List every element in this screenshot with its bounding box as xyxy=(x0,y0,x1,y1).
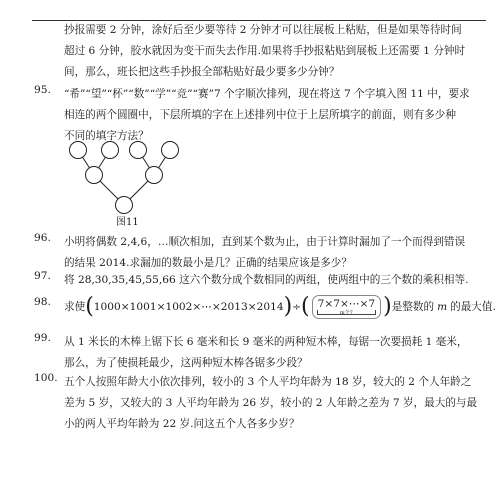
problem-94-continuation xyxy=(34,20,484,83)
circle-node xyxy=(146,167,163,184)
problem-number: 95. xyxy=(34,84,51,96)
brace-label: m个7 xyxy=(339,310,353,316)
text-line: 从 1 米长的木棒上锯下长 6 毫米和长 9 毫米的两种短木棒，每锯一次要损耗 1 毫米， xyxy=(64,336,468,348)
problem-100 xyxy=(34,372,484,435)
circle-node xyxy=(116,197,133,214)
problem-number: 97. xyxy=(34,270,51,282)
figure-caption: 图11 xyxy=(116,217,139,228)
text-line: 抄报需要 2 分钟，涂好后至少要等待 2 分钟才可以往展板上粘贴，但是如果等待时间 xyxy=(64,24,462,36)
formula-suffix2: 的最大值. xyxy=(450,301,496,313)
problem-97 xyxy=(34,270,484,291)
problem-98 xyxy=(34,294,496,320)
text-line: 不同的填字方法？ xyxy=(64,130,149,142)
circle-node xyxy=(162,142,179,159)
problem-99 xyxy=(34,332,484,374)
left-paren: ( xyxy=(85,294,94,319)
formula-suffix: 是整数的 xyxy=(391,301,435,313)
text-line: 将 28,30,35,45,55,66 这六个数分成个数相同的两组，使两组中的三个数的乘积相等. xyxy=(64,274,469,286)
text-line: 那么，为了使损耗最少，这两种短木棒各锯多少段？ xyxy=(64,357,308,369)
circle-node xyxy=(130,142,147,159)
text-line: 小的两人平均年龄为 22 岁.问这五个人各多少岁？ xyxy=(64,418,300,430)
boxed-expression: 7×7×⋯×7 xyxy=(317,298,376,310)
formula-prefix: 求使 xyxy=(64,301,86,313)
variable-m: m xyxy=(437,301,448,313)
text-line: 相连的两个圆圈中，下层所填的字在上述排列中位于上层所填字的前面，则有多少种 xyxy=(64,109,456,121)
problem-number: 100. xyxy=(34,372,58,384)
formula-divide: ÷ xyxy=(292,301,302,313)
text-line: 差为 5 岁，又较大的 3 人平均年龄为 26 岁，较小的 2 人年龄之差为 7 岁，最大的与最 xyxy=(64,397,478,409)
circle-node xyxy=(102,142,119,159)
problem-number: 96. xyxy=(34,232,51,244)
right-paren: ) xyxy=(383,294,392,319)
circle-node xyxy=(70,142,87,159)
right-paren: ) xyxy=(283,294,293,319)
text-line: 小明将偶数 2,4,6，…顺次相加，直到某个数为止，由于计算时漏加了一个而得到错误 xyxy=(64,236,466,248)
formula-product: 1000×1001×1002×⋯×2013×2014 xyxy=(93,301,284,313)
text-line: 超过 6 分钟，胶水就因为变干而失去作用.如果将手抄报粘贴到展板上还需要 1 分钟时 xyxy=(64,45,466,57)
text-line: 间，那么，班长把这些手抄报全部粘贴好最少要多少分钟？ xyxy=(64,66,340,78)
problem-number: 99. xyxy=(34,332,51,344)
left-paren: ( xyxy=(301,294,310,319)
circle-node xyxy=(86,167,103,184)
boxed-term xyxy=(312,295,381,319)
text-line: “希”“望”“杯”“数”“学”“竞”“赛”7 个字顺次排列，现在将这 7 个字填入图 11 中，要求 xyxy=(64,88,470,100)
formula xyxy=(64,294,496,320)
text-line: 五个人按照年龄大小依次排列，较小的 3 个人平均年龄为 18 岁，较大的 2 个人年龄之 xyxy=(64,376,472,388)
problem-number: 98. xyxy=(34,296,51,308)
text-line: 的结果 2014.求漏加的数最小是几？正确的结果应该是多少？ xyxy=(64,257,352,269)
problem-96 xyxy=(34,232,484,274)
